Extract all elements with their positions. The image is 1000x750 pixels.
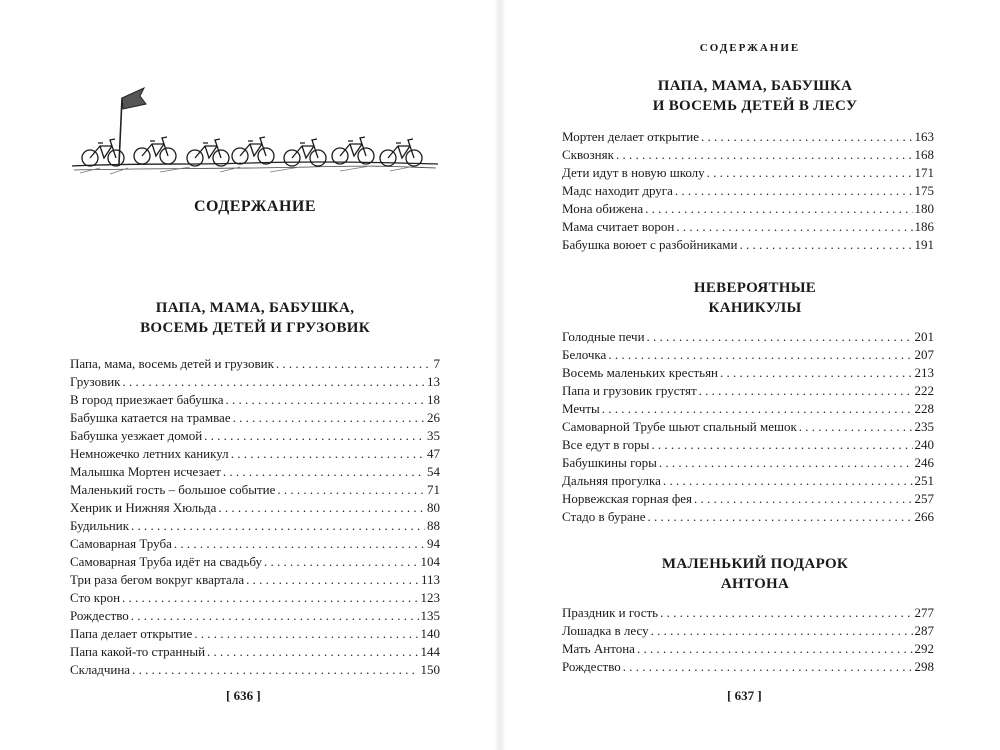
- toc-leader-dots: [264, 553, 418, 571]
- section-heading-line: ПАПА, МАМА, БАБУШКА,: [155, 300, 355, 316]
- toc-leader-dots: [647, 328, 913, 346]
- toc-entry-title: Праздник и гость: [562, 605, 659, 620]
- toc-leader-dots: [218, 499, 425, 517]
- toc-entry-page: 186: [914, 219, 934, 234]
- bicycle-icon: [187, 139, 229, 166]
- toc-entry-page: 287: [914, 623, 934, 638]
- toc-entry-title: Немножечко летних каникул: [70, 446, 229, 461]
- toc-entry-page: 150: [420, 662, 440, 677]
- toc-entry: [562, 236, 934, 254]
- toc-leader-dots: [616, 146, 913, 164]
- toc-entry: [562, 622, 934, 640]
- toc-entry: [70, 571, 440, 589]
- section-heading-line: АНТОНА: [720, 576, 790, 592]
- toc-entry: [562, 218, 934, 236]
- toc-leader-dots: [637, 640, 913, 658]
- toc-leader-dots: [246, 571, 419, 589]
- toc-leader-dots: [699, 382, 913, 400]
- toc-leader-dots: [645, 200, 912, 218]
- toc-entry: [562, 164, 934, 182]
- toc-entry-title: Малышка Мортен исчезает: [70, 464, 221, 479]
- toc-entry: [70, 445, 440, 463]
- section-heading-line: КАНИКУЛЫ: [708, 300, 802, 316]
- bicycle-icon: [232, 137, 274, 164]
- toc-entry-page: 163: [914, 129, 934, 144]
- toc-leader-dots: [701, 128, 912, 146]
- right-page: [500, 0, 1000, 750]
- toc-entry-title: Стадо в буране: [562, 509, 646, 524]
- toc-entry: [70, 625, 440, 643]
- toc-leader-dots: [131, 517, 425, 535]
- toc-entry: [562, 128, 934, 146]
- toc-leader-dots: [194, 625, 418, 643]
- toc-entry-page: 240: [914, 437, 934, 452]
- toc-entry-page: 222: [914, 383, 934, 398]
- toc-entry-page: 207: [914, 347, 934, 362]
- section-heading-line: НЕВЕРОЯТНЫЕ: [693, 280, 817, 296]
- section-heading-line: И ВОСЕМЬ ДЕТЕЙ В ЛЕСУ: [652, 98, 858, 114]
- toc-entry: [562, 640, 934, 658]
- toc-entry-title: Мортен делает открытие: [562, 129, 700, 144]
- toc-entry: [562, 382, 934, 400]
- toc-entry-title: Маленький гость – большое событие: [70, 482, 276, 497]
- toc-entry-title: Бабушка воюет с разбойниками: [562, 237, 738, 252]
- toc-entry: [70, 535, 440, 553]
- toc-leader-dots: [233, 409, 425, 427]
- toc-entry: [562, 146, 934, 164]
- toc-entry-title: Будильник: [70, 518, 130, 533]
- toc-leader-dots: [204, 427, 425, 445]
- toc-entry: [562, 508, 934, 526]
- toc-entry-title: Все едут в горы: [562, 437, 650, 452]
- toc-entry: [70, 517, 440, 535]
- toc-leader-dots: [608, 346, 912, 364]
- toc-leader-dots: [663, 472, 913, 490]
- toc-entry-page: 171: [914, 165, 934, 180]
- toc-entry-page: 201: [914, 329, 934, 344]
- toc-entry-title: Рождество: [70, 608, 129, 623]
- toc-entry: [562, 328, 934, 346]
- toc-leader-dots: [707, 164, 913, 182]
- toc-entry-page: 235: [914, 419, 934, 434]
- toc-leader-dots: [660, 604, 912, 622]
- bicycle-icon: [134, 137, 176, 164]
- toc-entry-title: Самоварная Труба: [70, 536, 172, 551]
- toc-leader-dots: [675, 182, 913, 200]
- section-heading-2: [560, 76, 950, 116]
- toc-entry-page: 298: [914, 659, 934, 674]
- toc-entry-page: 47: [427, 446, 440, 461]
- toc-entry: [562, 346, 934, 364]
- toc-leader-dots: [739, 236, 912, 254]
- toc-leader-dots: [123, 373, 426, 391]
- toc-entry-title: Бабушка уезжает домой: [70, 428, 203, 443]
- toc-entry-title: Белочка: [562, 347, 607, 362]
- toc-entry: [70, 481, 440, 499]
- toc-leader-dots: [132, 661, 418, 679]
- toc-entry-title: Мама считает ворон: [562, 219, 675, 234]
- toc-entry-page: 180: [914, 201, 934, 216]
- toc-entry-page: 94: [427, 536, 440, 551]
- toc-leader-dots: [720, 364, 912, 382]
- toc-entry-page: 123: [420, 590, 440, 605]
- section-heading-line: МАЛЕНЬКИЙ ПОДАРОК: [661, 556, 849, 572]
- toc-entry: [70, 373, 440, 391]
- bicycle-icon: [380, 139, 422, 166]
- toc-entry-title: Мечты: [562, 401, 600, 416]
- toc-entry-title: Дети идут в новую школу: [562, 165, 705, 180]
- toc-leader-dots: [694, 490, 913, 508]
- running-head: СОДЕРЖАНИЕ: [699, 42, 801, 54]
- toc-entry-page: 135: [420, 608, 440, 623]
- toc-leader-dots: [207, 643, 418, 661]
- toc-entry: [70, 607, 440, 625]
- toc-leader-dots: [277, 481, 425, 499]
- toc-leader-dots: [174, 535, 425, 553]
- toc-leader-dots: [651, 436, 912, 454]
- bicycle-icon: [82, 139, 124, 166]
- toc-list-section-4: [562, 604, 934, 676]
- toc-entry-page: 228: [914, 401, 934, 416]
- toc-leader-dots: [122, 589, 418, 607]
- toc-list-section-3: [562, 328, 934, 526]
- toc-entry: [562, 182, 934, 200]
- toc-entry-title: Лошадка в лесу: [562, 623, 649, 638]
- toc-entry: [70, 643, 440, 661]
- toc-entry-title: Грузовик: [70, 374, 121, 389]
- toc-entry-title: Восемь маленьких крестьян: [562, 365, 719, 380]
- toc-entry-title: Дальняя прогулка: [562, 473, 661, 488]
- toc-entry-page: 213: [914, 365, 934, 380]
- toc-entry-title: Папа делает открытие: [70, 626, 193, 641]
- toc-entry: [70, 661, 440, 679]
- toc-leader-dots: [131, 607, 419, 625]
- toc-entry: [70, 499, 440, 517]
- toc-entry-page: 7: [433, 356, 440, 371]
- toc-leader-dots: [651, 622, 913, 640]
- toc-entry-page: 80: [427, 500, 440, 515]
- toc-entry: [562, 490, 934, 508]
- toc-entry: [70, 589, 440, 607]
- section-heading-4: [560, 554, 950, 594]
- toc-entry-title: Мать Антона: [562, 641, 635, 656]
- bicycle-icon: [332, 137, 374, 164]
- toc-entry-page: 13: [427, 374, 440, 389]
- toc-entry: [70, 409, 440, 427]
- page-title: СОДЕРЖАНИЕ: [193, 198, 317, 215]
- toc-list-section-2: [562, 128, 934, 254]
- toc-entry-page: 140: [420, 626, 440, 641]
- toc-entry: [562, 604, 934, 622]
- toc-leader-dots: [799, 418, 913, 436]
- toc-leader-dots: [676, 218, 912, 236]
- toc-entry: [562, 200, 934, 218]
- toc-entry-title: Самоварной Трубе шьют спальный мешок: [562, 419, 797, 434]
- toc-entry-page: 104: [420, 554, 440, 569]
- toc-entry-title: Рождество: [562, 659, 621, 674]
- toc-entry-title: Три раза бегом вокруг квартала: [70, 572, 245, 587]
- toc-entry-title: Бабушка катается на трамвае: [70, 410, 231, 425]
- toc-entry-title: Складчина: [70, 662, 131, 677]
- toc-entry-title: Сто крон: [70, 590, 121, 605]
- toc-list-section-1: [70, 355, 440, 679]
- section-heading-1: [70, 298, 440, 338]
- toc-entry: [70, 463, 440, 481]
- toc-entry: [562, 658, 934, 676]
- toc-entry-page: 71: [427, 482, 440, 497]
- toc-entry-page: 277: [914, 605, 934, 620]
- toc-entry: [70, 391, 440, 409]
- toc-leader-dots: [276, 355, 432, 373]
- toc-entry-title: В город приезжает бабушка: [70, 392, 224, 407]
- toc-leader-dots: [231, 445, 425, 463]
- toc-entry-page: 88: [427, 518, 440, 533]
- toc-entry: [562, 364, 934, 382]
- toc-leader-dots: [647, 508, 912, 526]
- toc-entry: [562, 472, 934, 490]
- toc-entry-page: 35: [427, 428, 440, 443]
- toc-entry-page: 257: [914, 491, 934, 506]
- bicycles-illustration: [70, 80, 440, 190]
- toc-entry-page: 175: [914, 183, 934, 198]
- section-heading-3: [560, 278, 950, 318]
- section-heading-line: ПАПА, МАМА, БАБУШКА: [657, 78, 853, 94]
- toc-entry-page: 191: [914, 237, 934, 252]
- toc-entry-page: 292: [914, 641, 934, 656]
- toc-leader-dots: [223, 463, 425, 481]
- toc-entry-title: Сквозняк: [562, 147, 614, 162]
- toc-entry: [562, 400, 934, 418]
- toc-entry-page: 113: [420, 572, 440, 587]
- toc-entry-page: 18: [427, 392, 440, 407]
- toc-entry: [562, 454, 934, 472]
- toc-leader-dots: [623, 658, 913, 676]
- toc-entry-page: 266: [914, 509, 934, 524]
- toc-entry-page: 168: [914, 147, 934, 162]
- toc-entry-page: 54: [427, 464, 440, 479]
- toc-entry: [562, 418, 934, 436]
- toc-leader-dots: [226, 391, 425, 409]
- toc-entry-title: Папа какой-то странный: [70, 644, 206, 659]
- toc-entry: [562, 436, 934, 454]
- toc-entry-page: 144: [420, 644, 440, 659]
- toc-entry: [70, 553, 440, 571]
- toc-entry-page: 26: [427, 410, 440, 425]
- toc-entry-title: Бабушкины горы: [562, 455, 657, 470]
- toc-leader-dots: [659, 454, 913, 472]
- toc-entry: [70, 427, 440, 445]
- section-heading-line: ВОСЕМЬ ДЕТЕЙ И ГРУЗОВИК: [140, 320, 370, 336]
- toc-entry-title: Голодные печи: [562, 329, 645, 344]
- toc-entry-title: Норвежская горная фея: [562, 491, 692, 506]
- toc-entry-title: Папа, мама, восемь детей и грузовик: [70, 356, 274, 371]
- page-number-right: [ 637 ]: [727, 688, 762, 703]
- toc-entry-title: Самоварная Труба идёт на свадьбу: [70, 554, 263, 569]
- toc-entry-page: 246: [914, 455, 934, 470]
- toc-entry-page: 251: [914, 473, 934, 488]
- toc-entry-title: Хенрик и Нижняя Хюльда: [70, 500, 217, 515]
- page-number-left: [ 636 ]: [226, 688, 261, 703]
- toc-entry-title: Мона обижена: [562, 201, 644, 216]
- toc-entry: [70, 355, 440, 373]
- toc-entry-title: Мадс находит друга: [562, 183, 673, 198]
- toc-leader-dots: [602, 400, 913, 418]
- toc-entry-title: Папа и грузовик грустят: [562, 383, 697, 398]
